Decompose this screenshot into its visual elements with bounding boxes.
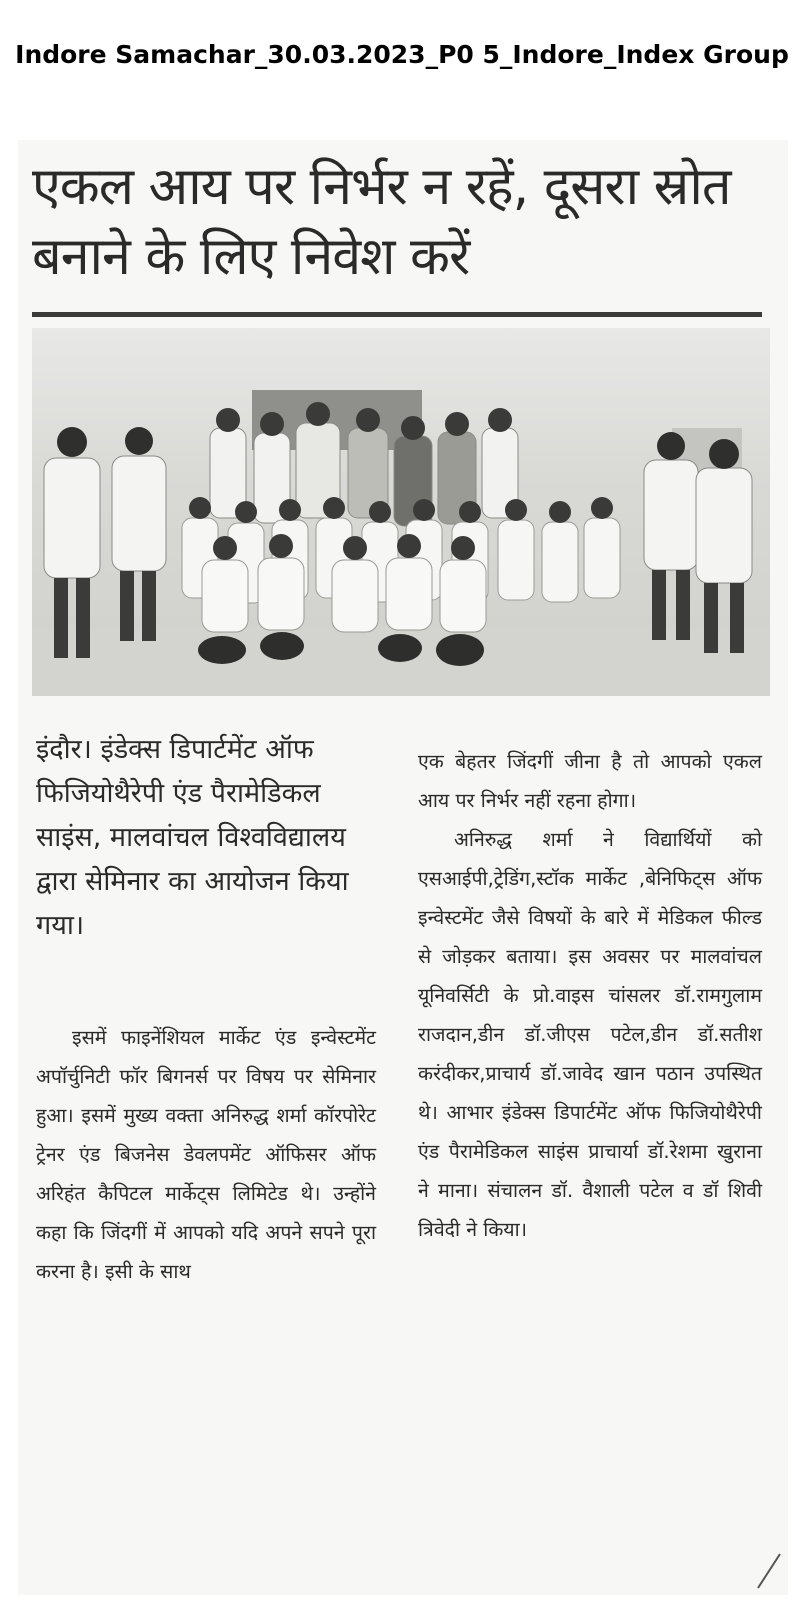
right-column	[418, 742, 762, 1249]
scan-edge-mark	[754, 1550, 784, 1590]
article-body-right-p1: एक बेहतर जिंदगीं जीना है तो आपको एकल आय पर निर्भर नहीं रहना होगा।	[418, 750, 762, 812]
group-photo-illustration	[32, 328, 770, 696]
article-headline: एकल आय पर निर्भर न रहें, दूसरा स्रोत बनाने के लिए निवेश करें	[32, 157, 731, 287]
article-body-left: इसमें फाइनेंशियल मार्केट एंड इन्वेस्टमेंट अपॉर्चुनिटी फॉर बिगनर्स पर विषय पर सेमिनार हुआ। इसमें मुख्य वक्ता अनिरुद्ध शर्मा कॉरपोरेट ट्रेनर एंड बिजनेस डेवलपमेंट ऑफिसर ऑफ अरिहंत कैपिटल मार्केट्स लिमिटेड थे। उन्होंने कहा कि जिंदगीं में आपको यदि अपने सपने पूरा करना है। इसी के साथ	[36, 1026, 376, 1283]
article-lede: इंदौर। इंडेक्स डिपार्टमेंट ऑफ फिजियोथैरेपी एंड पैरामेडिकल साइंस, मालवांचल विश्वविद्यालय द्वारा सेमिनार का आयोजन किया गया।	[36, 734, 349, 941]
headline-divider	[32, 312, 762, 317]
group-photo	[32, 328, 770, 696]
clipping-caption: Indore Samachar_30.03.2023_P0 5_Indore_Index Group	[15, 40, 789, 69]
left-standing-men	[44, 427, 166, 658]
front-row-students	[202, 558, 486, 632]
article-body-right-p2: अनिरुद्ध शर्मा ने विद्यार्थियों को एसआईपी,ट्रेडिंग,स्टॉक मार्केट ,बेनिफिट्स ऑफ इन्वेस्टमेंट जैसे विषयों के बारे में मेडिकल फील्ड से जोड़कर बताया। इस अवसर पर मालवांचल यूनिवर्सिटी के प्रो.वाइस चांसलर डॉ.रामगुलाम राजदान,डीन डॉ.जीएस पटेल,डीन डॉ.सतीश करंदीकर,प्राचार्य डॉ.जावेद खान पठान उपस्थित थे। आभार इंडेक्स डिपार्टमेंट ऑफ फिजियोथैरेपी एंड पैरामेडिकल साइंस प्राचार्या डॉ.रेशमा खुराना ने माना। संचालन डॉ. वैशाली पटेल व डॉ शिवी त्रिवेदी ने किया।	[418, 828, 762, 1241]
left-column	[36, 728, 376, 1291]
